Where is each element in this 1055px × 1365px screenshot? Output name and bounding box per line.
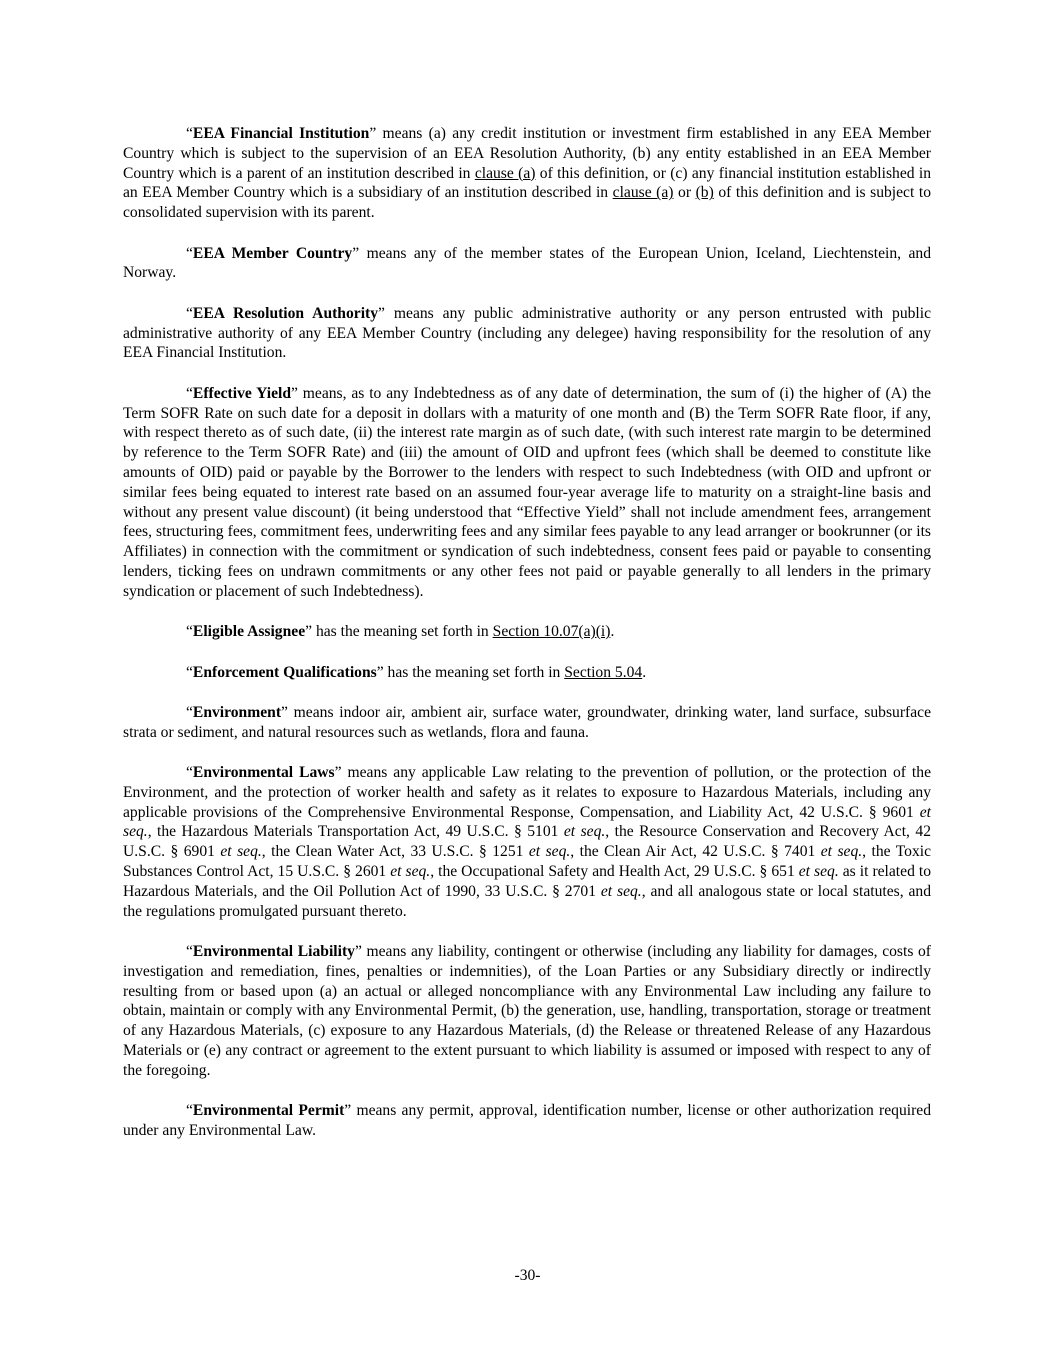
definition-text: , the Occupational Safety and Health Act, 29 U.S.C. § 651 [430, 863, 799, 881]
definition-environmental-permit: “Environmental Permit” means any permit, approval, identification number, license or other authorization required under any Environmental Law. [123, 1102, 931, 1140]
definition-environmental-laws: “Environmental Laws” means any applicable Law relating to the prevention of pollution, or the protection of the Environment, and the protection of worker health and safety as it relates to exposure to Hazardous Materials, including any applicable provisions of the Comprehensive Environmental Response, Compensation, and Liability Act, 42 U.S.C. § 9601 et seq., the Hazardous Materials Transportation Act, 49 U.S.C. § 5101 et seq., the Resource Conservation and Recovery Act, 42 U.S.C. § 6901 et seq., the Clean Water Act, 33 U.S.C. § 1251 et seq., the Clean Air Act, 42 U.S.C. § 7401 et seq., the Toxic Substances Control Act, 15 U.S.C. § 2601 et seq., the Occupational Safety and Health Act, 29 U.S.C. § 651 et seq. as it related to Hazardous Materials, and the Oil Pollution Act of 1990, 33 U.S.C. § 2701 et seq., and all analogous state or local statutes, and the regulations promulgated pursuant thereto. [123, 764, 932, 920]
definition-text: or [673, 184, 696, 202]
italic-citation: et seq. [390, 863, 431, 881]
defined-term: Environmental Permit [192, 1102, 345, 1120]
italic-citation: et seq. [820, 843, 863, 861]
definition-text: , the Toxic Substances Control Act, 15 U.S.C. § 2601 [123, 843, 931, 881]
cross-reference: clause (a) [612, 184, 674, 202]
definition-text: , the Clean Air Act, 42 U.S.C. § 7401 [570, 843, 821, 861]
defined-term: Environmental Laws [192, 764, 335, 782]
definition-text: . [610, 623, 615, 641]
definition-eea-financial-institution: “EEA Financial Institution” means (a) any credit institution or investment firm established in any EEA Member Country which is subject to the supervision of an EEA Resolution Authority, (b) any entity established in an EEA Member Country which is a parent of an institution described in clause (a) of this definition, or (c) any financial institution established in an EEA Member Country which is a subsidiary of an institution described in clause (a) or (b) of this definition and is subject to consolidated supervision with its parent. [123, 125, 932, 222]
italic-citation: et seq. [220, 843, 262, 861]
definition-effective-yield: “Effective Yield” means, as to any Indebtedness as of any date of determination, the sum of (i) the higher of (A) the Term SOFR Rate on such date for a deposit in dollars with a maturity of one month and (B) the Term SOFR Rate floor, if any, with respect thereto as of such date, (ii) the interest rate margin as of such date, (with such interest rate margin to be determined by reference to the Term SOFR Rate) and (iii) the amount of OID and upfront fees (which shall be deemed to constitute like amounts of OID) paid or payable by the Borrower to the lenders with respect to such Indebtedness (with OID and upfront or similar fees being equated to interest rate based on an assumed four-year average life to maturity on a straight-line basis and without any present value discount) (it being understood that “Effective Yield” shall not include amendment fees, arrangement fees, structuring fees, commitment fees, underwriting fees and any similar fees payable to any lead arranger or bookrunner (or its Affiliates) in connection with the commitment or syndication of such indebtedness, consent fees paid or payable to consenting lenders, ticking fees on undrawn commitments or any other fees not paid or payable generally to all lenders in the primary syndication or placement of such Indebtedness). [123, 384, 931, 600]
definition-text: ” means any of the member states of the European Union, Iceland, Liechtenstein, and Norway. [123, 244, 932, 282]
definition-eea-member-country: “EEA Member Country” means any of the member states of the European Union, Iceland, Liechtenstein, and Norway. [123, 244, 932, 282]
defined-term: EEA Member Country [192, 244, 353, 262]
definition-text: means (a) any credit institution or investment firm established in any EEA Member Country which is subject to the supervision of an EEA Resolution Authority, (b) any entity established in an EEA Member Country which is a parent of an institution described in [123, 125, 931, 182]
definition-text: ” [369, 125, 377, 142]
defined-term: Eligible Assignee [192, 623, 306, 641]
defined-term: Environment [192, 703, 282, 721]
defined-term: Effective Yield [192, 384, 292, 402]
defined-term: EEA Financial Institution [192, 125, 370, 142]
definition-text: ” means any permit, approval, identification number, license or other authorization required under any Environmental Law. [123, 1102, 931, 1140]
cross-reference: Section 10.07(a)(i) [492, 623, 611, 641]
definition-environment: “Environment” means indoor air, ambient air, surface water, groundwater, drinking water, land surface, subsurface strata or sediment, and natural resources such as wetlands, flora and fauna. [123, 703, 931, 741]
definition-environmental-liability: “Environmental Liability” means any liability, contingent or otherwise (including any liability for damages, costs of investigation and remediation, fines, penalties or indemnities), of the Loan Parties or any Subsidiary directly or indirectly resulting from or based upon (a) an actual or alleged noncompliance with any Environmental Law including any failure to obtain, maintain or comply with any Environmental Permit, (b) the generation, use, handling, transportation, storage or treatment of any Hazardous Materials, (c) exposure to any Hazardous Materials, (d) the Release or threatened Release of any Hazardous Materials or (e) any contract or agreement to the extent pursuant to which liability is assumed or imposed with respect to any of the foregoing. [123, 943, 931, 1079]
cross-reference: clause (a) [474, 164, 536, 182]
defined-term: Enforcement Qualifications [192, 663, 377, 681]
definition-text: ” means indoor air, ambient air, surface water, groundwater, drinking water, land surface, subsurface strata or sediment, and natural resources such as wetlands, flora and fauna. [123, 703, 931, 741]
definition-text: . [642, 663, 647, 681]
definition-text: ” means any applicable Law relating to the prevention of pollution, or the protection of the Environment, and the protection of worker health and safety as it relates to exposure to Hazardous Materials, including any applicable provisions of the Comprehensive Environmental Response, Compensation, and Liability Act, 42 U.S.C. § 9601 [123, 764, 931, 821]
definition-text: ” means any public administrative authority or any person entrusted with public administrative authority of any EEA Member Country (including any delegee) having responsibility for the resolution of any EEA Financial Institution. [123, 304, 932, 362]
document-page [123, 124, 931, 1141]
defined-term: EEA Resolution Authority [192, 304, 379, 322]
italic-citation: et seq. [528, 843, 571, 861]
italic-citation: et seq. [123, 803, 931, 841]
definition-text: ” means any liability, contingent or otherwise (including any liability for damages, costs of investigation and remediation, fines, penalties or indemnities), of the Loan Parties or any Subsidiary directly or indirectly resulting from or based upon (a) an actual or alleged noncompliance with any Environmental Law including any failure to obtain, maintain or comply with any Environmental Permit, (b) the generation, use, handling, transportation, storage or treatment of any Hazardous Materials, (c) exposure to any Hazardous Materials, (d) the Release or threatened Release of any Hazardous Materials or (e) any contract or agreement to the extent pursuant to which liability is assumed or imposed with respect to any of the foregoing. [123, 943, 931, 1079]
italic-citation: et seq. [563, 823, 606, 841]
definition-text: ” has the meaning set forth in [305, 623, 493, 641]
italic-citation: et seq. [600, 882, 642, 900]
cross-reference: (b) [695, 184, 714, 202]
cross-reference: Section 5.04 [564, 663, 643, 681]
definition-eea-resolution-authority: “EEA Resolution Authority” means any public administrative authority or any person entrusted with public administrative authority of any EEA Member Country (including any delegee) having responsibility for the resolution of any EEA Financial Institution. [123, 304, 932, 362]
defined-term: Environmental Liability [192, 943, 355, 961]
definition-text: of this definition and is subject to consolidated supervision with its parent. [123, 184, 931, 222]
definition-text: , the Hazardous Materials Transportation Act, 49 U.S.C. § 5101 [147, 823, 564, 841]
definition-text: of this definition, or (c) any financial institution established in an EEA Member Country which is a subsidiary of an institution described in [123, 164, 932, 202]
definition-eligible-assignee: “Eligible Assignee” has the meaning set forth in Section 10.07(a)(i). [186, 623, 615, 641]
definition-enforcement-qualifications: “Enforcement Qualifications” has the meaning set forth in Section 5.04. [186, 663, 647, 681]
page-number: -30- [514, 1267, 541, 1284]
definition-text: ” has the meaning set forth in [376, 663, 565, 681]
definition-text: ” means, as to any Indebtedness as of any date of determination, the sum of (i) the higher of (A) the Term SOFR Rate on such date for a deposit in dollars with a maturity of one month and (B) the Term SOFR Rate floor, if any, with respect thereto as of such date, (ii) the interest rate margin as of such date, (with such interest rate margin to be determined by reference to the Term SOFR Rate) and (iii) the amount of OID and upfront fees (which shall be deemed to constitute like amounts of OID) paid or payable by the Borrower to the lenders with respect to such Indebtedness (with OID and upfront or similar fees being equated to interest rate based on an assumed four-year average life to maturity on a straight-line basis and without any present value discount) (it being understood that “Effective Yield” shall not include amendment fees, arrangement fees, structuring fees, commitment fees, underwriting fees and any similar fees payable to any lead arranger or bookrunner (or its Affiliates) in connection with the commitment or syndication of such indebtedness, consent fees paid or payable to consenting lenders, ticking fees on undrawn commitments or any other fees not paid or payable generally to all lenders in the primary syndication or placement of such Indebtedness). [123, 384, 931, 600]
definition-text: as it related to Hazardous Materials, and the Oil Pollution Act of 1990, 33 U.S.C. § 2701 [123, 863, 932, 900]
definition-text: , and all analogous state or local statutes, and the regulations promulgated pursuant thereto. [123, 882, 931, 920]
italic-citation: et seq. [798, 863, 839, 881]
definition-text: , the Clean Water Act, 33 U.S.C. § 1251 [261, 843, 529, 861]
definition-text: , the Resource Conservation and Recovery Act, 42 U.S.C. § 6901 [123, 823, 932, 861]
definitions-list [123, 124, 931, 1141]
